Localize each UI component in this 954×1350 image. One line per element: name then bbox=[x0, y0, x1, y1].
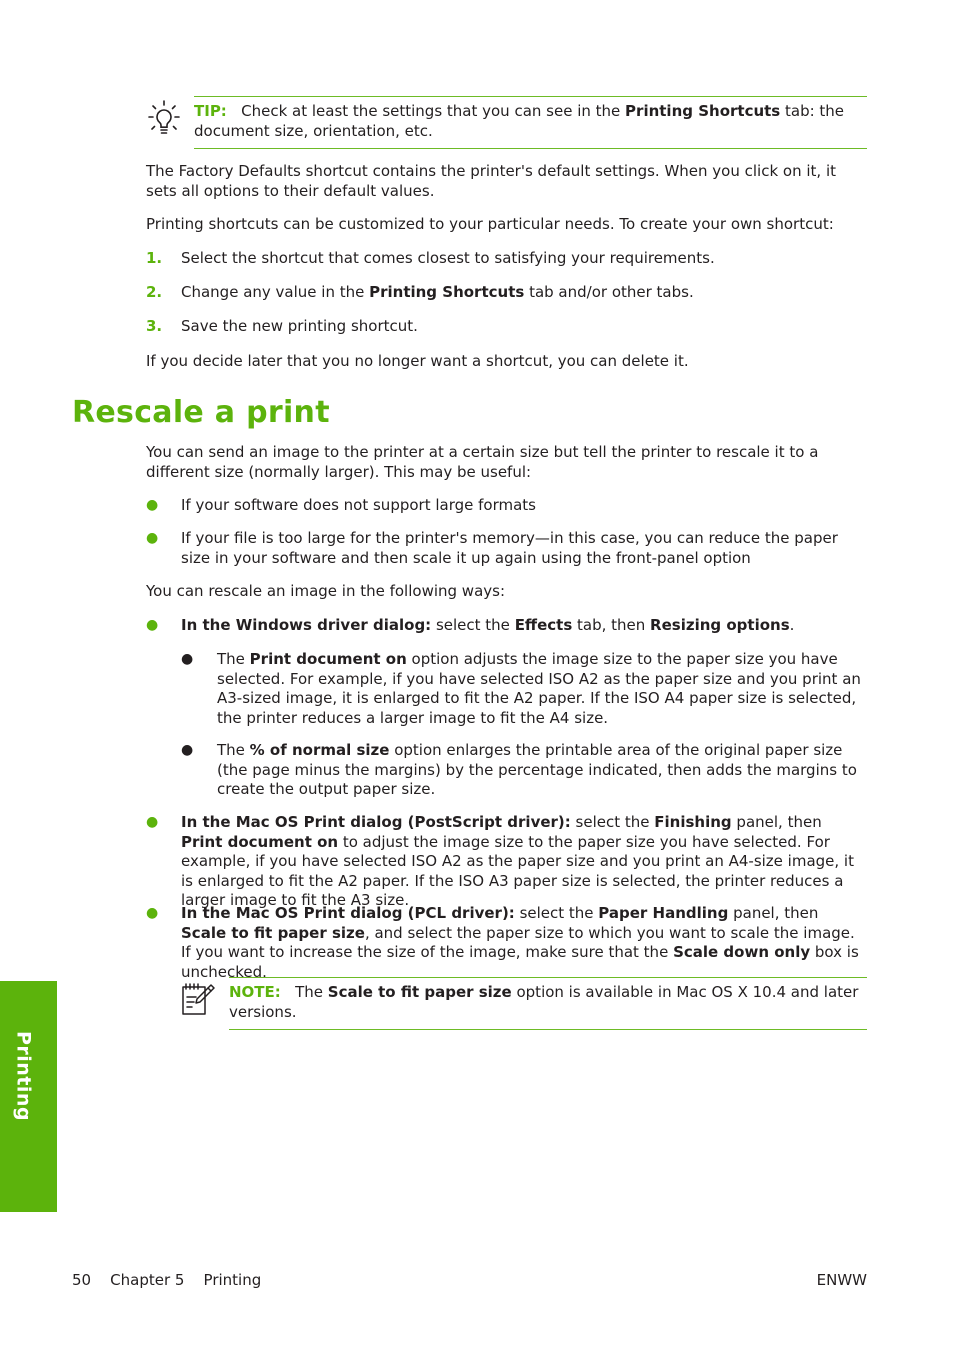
bold: Paper Handling bbox=[598, 904, 729, 922]
note-box bbox=[181, 977, 867, 1030]
side-tab-label: Printing bbox=[12, 1031, 35, 1122]
text: option adjusts the image size to the paper size you have selected. For example, if you have selected ISO A2 as the paper size and you print an A3-sized image, it is enlarged to fit the A2 paper. If the ISO A4 paper size is selected, the printer reduces a larger image to fit the A4 size. bbox=[217, 650, 861, 727]
way-text bbox=[181, 904, 867, 982]
note-text-1: The bbox=[295, 983, 328, 1001]
note-text bbox=[229, 983, 867, 1022]
bullet: ● bbox=[146, 905, 159, 921]
footer-section: Printing bbox=[203, 1271, 262, 1289]
bold: In the Windows driver dialog: bbox=[181, 616, 432, 634]
step-text: Select the shortcut that comes closest to satisfying your requirements. bbox=[181, 249, 715, 267]
bullet: ● bbox=[146, 497, 159, 513]
delete-shortcut-paragraph: If you decide later that you no longer want a shortcut, you can delete it. bbox=[146, 352, 689, 370]
useful-text: If your file is too large for the printer's memory—in this case, you can reduce the paper size in your software and then scale it up again using the front-panel option bbox=[181, 529, 838, 567]
sub-text bbox=[217, 650, 867, 728]
step-text-part: tab and/or other tabs. bbox=[524, 283, 694, 301]
tip-text-1: Check at least the settings that you can see in the bbox=[241, 102, 626, 120]
step-number: 2. bbox=[146, 283, 163, 301]
bold: Effects bbox=[514, 616, 573, 634]
tip-rule-bottom bbox=[194, 148, 867, 149]
bold: In the Mac OS Print dialog (PostScript driver): bbox=[181, 813, 571, 831]
text: to adjust the image size to the paper size you have selected. For example, if you have selected ISO A2 as the paper size and you print an A4-size image, it is enlarged to fit the A2 paper. If the ISO A3 paper size is selected, the printer reduces a larger image to fit the A3 size. bbox=[181, 832, 854, 909]
bold: Print document on bbox=[249, 650, 407, 668]
sub-bullet: ● bbox=[181, 651, 194, 667]
bold: Scale down only bbox=[673, 943, 811, 961]
bold: Print document on bbox=[181, 832, 339, 851]
tip-rule-top bbox=[194, 96, 867, 97]
text: . bbox=[789, 616, 795, 634]
way-text bbox=[181, 813, 867, 911]
text: select the bbox=[570, 813, 655, 831]
bullet: ● bbox=[146, 530, 159, 546]
customize-paragraph: Printing shortcuts can be customized to your particular needs. To create your own shortcut: bbox=[146, 215, 834, 233]
tip-bold-printing-shortcuts: Printing Shortcuts bbox=[625, 102, 781, 120]
sub-bullet: ● bbox=[181, 742, 194, 758]
step-text-part: Change any value in the bbox=[181, 283, 370, 301]
lightbulb-icon bbox=[146, 99, 182, 139]
text: box is unchecked. bbox=[181, 943, 859, 981]
tip-text-2: tab: the document size, orientation, etc. bbox=[194, 102, 845, 140]
text: select the bbox=[431, 616, 515, 634]
tip-box bbox=[146, 96, 867, 149]
section-heading: Rescale a print bbox=[72, 395, 330, 430]
note-text-2: option is available in Mac OS X 10.4 and later versions. bbox=[229, 983, 859, 1021]
footer-right: ENWW bbox=[816, 1271, 867, 1289]
note-rule-bottom bbox=[229, 1029, 867, 1030]
bullet: ● bbox=[146, 814, 159, 830]
bullet: ● bbox=[146, 617, 159, 633]
bold: Resizing options bbox=[650, 616, 790, 634]
note-label: NOTE: bbox=[229, 983, 281, 1001]
sub-text bbox=[217, 741, 867, 800]
chapter-side-tab bbox=[0, 981, 57, 1212]
bold: In the Mac OS Print dialog (PCL driver): bbox=[181, 904, 515, 922]
way-text bbox=[181, 616, 867, 636]
step-bold: Printing Shortcuts bbox=[369, 283, 525, 301]
ways-intro-paragraph: You can rescale an image in the following ways: bbox=[146, 582, 506, 600]
text: , and select the paper size to which you want to scale the image. If you want to increase the size of the image, make sure that the bbox=[181, 923, 855, 961]
text: The bbox=[217, 741, 250, 759]
note-bold: Scale to fit paper size bbox=[327, 983, 512, 1001]
text: select the bbox=[514, 904, 599, 922]
tip-text bbox=[194, 102, 867, 141]
bold: Scale to fit paper size bbox=[181, 923, 365, 942]
step-text bbox=[181, 283, 867, 303]
text: panel, then bbox=[728, 904, 819, 922]
text: option enlarges the printable area of the original paper size (the page minus the margins) by the percentage indicated, then adds the margins to create the output paper size. bbox=[217, 741, 857, 798]
factory-defaults-paragraph: The Factory Defaults shortcut contains the printer's default settings. When you click on it, it sets all options to their default values. bbox=[146, 162, 836, 200]
step-number: 1. bbox=[146, 249, 163, 267]
text: panel, then bbox=[731, 813, 822, 831]
step-number: 3. bbox=[146, 317, 163, 335]
footer-left bbox=[72, 1271, 261, 1291]
text: The bbox=[217, 650, 250, 668]
step-text: Save the new printing shortcut. bbox=[181, 317, 418, 335]
bold: % of normal size bbox=[249, 741, 390, 759]
footer-chapter: Chapter 5 bbox=[110, 1271, 185, 1289]
bold: Finishing bbox=[654, 813, 732, 831]
useful-text: If your software does not support large formats bbox=[181, 496, 536, 514]
notepad-pencil-icon bbox=[181, 981, 215, 1017]
tip-label: TIP: bbox=[194, 102, 227, 120]
page-number: 50 bbox=[72, 1271, 92, 1289]
note-rule-top bbox=[229, 977, 867, 978]
rescale-intro-paragraph: You can send an image to the printer at a certain size but tell the printer to rescale it to a different size (normally larger). This may be useful: bbox=[146, 443, 819, 481]
text: tab, then bbox=[572, 616, 651, 634]
